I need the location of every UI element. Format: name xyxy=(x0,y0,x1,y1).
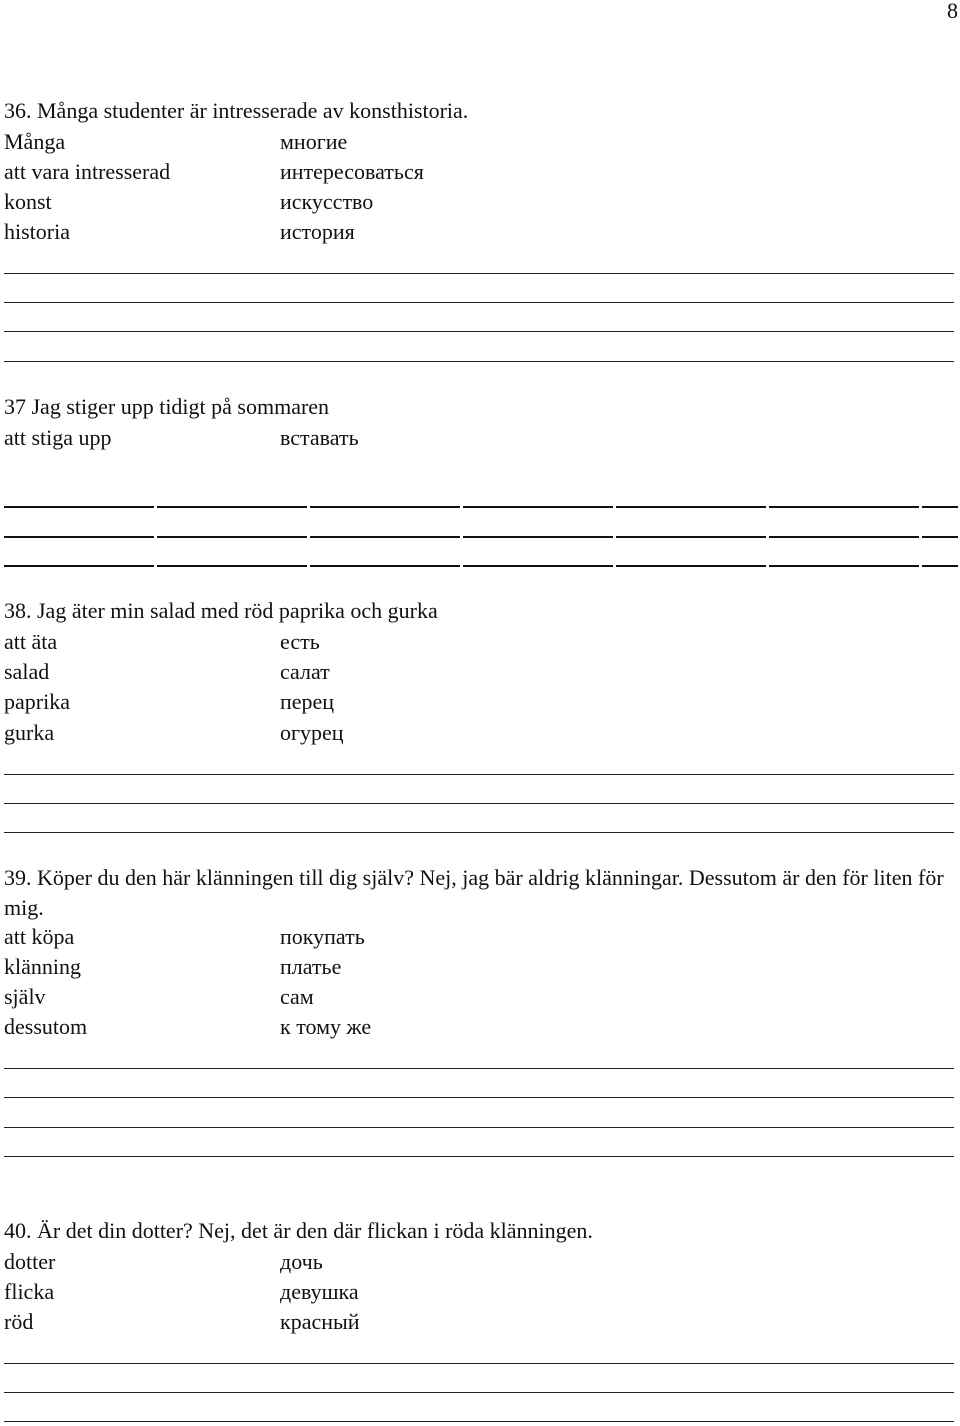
vocab-russian: девушка xyxy=(280,1279,359,1304)
vocab-russian: покупать xyxy=(280,924,365,949)
answer-line xyxy=(4,1392,954,1393)
vocab-russian: искусство xyxy=(280,189,374,214)
vocab-russian: многие xyxy=(280,129,348,154)
vocab-swedish: paprika xyxy=(4,689,70,714)
vocab-swedish: själv xyxy=(4,984,46,1009)
answer-line xyxy=(4,1068,954,1069)
vocab-swedish: klänning xyxy=(4,954,81,979)
answer-line xyxy=(4,536,958,538)
answer-line xyxy=(4,361,954,362)
exercise-38-sentence: 38. Jag äter min salad med röd paprika och gurka xyxy=(4,598,438,623)
exercise-40-sentence: 40. Är det din dotter? Nej, det är den där flickan i röda klänningen. xyxy=(4,1218,593,1243)
vocab-russian: перец xyxy=(280,689,335,714)
answer-line xyxy=(4,803,954,804)
answer-line xyxy=(4,1127,954,1128)
vocab-swedish: att äta xyxy=(4,629,58,654)
answer-line xyxy=(4,1097,954,1098)
vocab-russian: платье xyxy=(280,954,342,979)
vocab-russian: к тому же xyxy=(280,1014,372,1039)
answer-line xyxy=(4,832,954,833)
answer-line xyxy=(4,1421,954,1422)
vocab-swedish: att köpa xyxy=(4,924,75,949)
vocab-swedish: att vara intresserad xyxy=(4,159,171,184)
vocab-swedish: salad xyxy=(4,659,50,684)
vocab-russian: огурец xyxy=(280,720,344,745)
answer-line xyxy=(4,273,954,274)
vocab-russian: красный xyxy=(280,1309,360,1334)
vocab-swedish: gurka xyxy=(4,720,55,745)
vocab-russian: есть xyxy=(280,629,320,654)
vocab-russian: салат xyxy=(280,659,330,684)
exercise-37-sentence: 37 Jag stiger upp tidigt på sommaren xyxy=(4,394,330,419)
vocab-swedish: flicka xyxy=(4,1279,55,1304)
answer-line xyxy=(4,774,954,775)
vocab-russian: вставать xyxy=(280,425,359,450)
page-number: 8 xyxy=(947,0,958,23)
answer-line xyxy=(4,302,954,303)
vocab-russian: дочь xyxy=(280,1249,323,1274)
vocab-swedish: dotter xyxy=(4,1249,56,1274)
vocab-russian: интересоваться xyxy=(280,159,424,184)
vocab-russian: сам xyxy=(280,984,314,1009)
vocab-swedish: historia xyxy=(4,219,70,244)
answer-line xyxy=(4,331,954,332)
answer-line xyxy=(4,1156,954,1157)
exercise-39-sentence: 39. Köper du den här klänningen till dig själv? Nej, jag bär aldrig klänningar. Dessutom är den för liten för mig. xyxy=(4,865,944,920)
vocab-russian: история xyxy=(280,219,355,244)
exercise-36-sentence: 36. Många studenter är intresserade av konsthistoria. xyxy=(4,98,469,123)
vocab-swedish: dessutom xyxy=(4,1014,88,1039)
answer-line xyxy=(4,1363,954,1364)
vocab-swedish: konst xyxy=(4,189,52,214)
answer-line xyxy=(4,506,958,508)
answer-line xyxy=(4,565,958,567)
vocab-swedish: att stiga upp xyxy=(4,425,112,450)
vocab-swedish: röd xyxy=(4,1309,34,1334)
vocab-swedish: Många xyxy=(4,129,66,154)
